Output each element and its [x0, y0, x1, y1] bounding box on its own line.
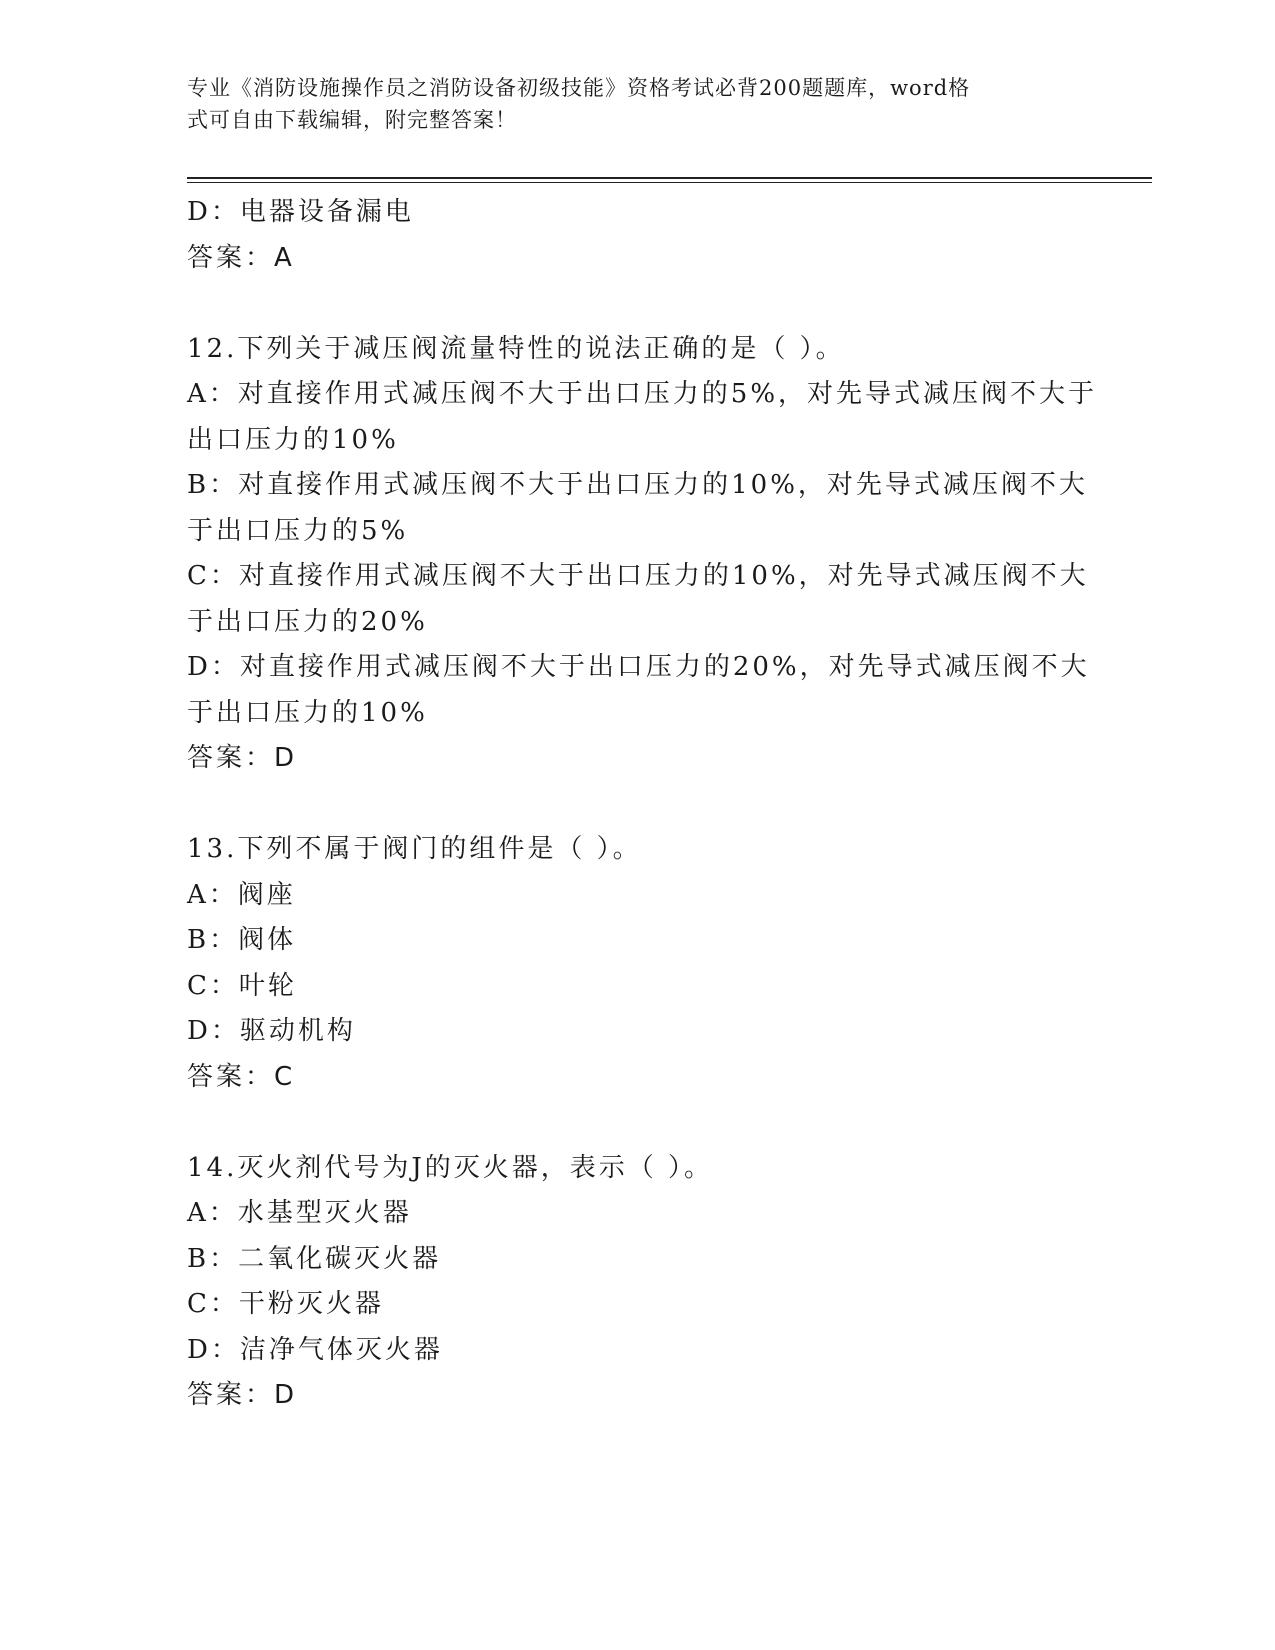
option-b: B：阀体	[187, 925, 297, 955]
option-c: C：对直接作用式减压阀不大于出口压力的10%，对先导式减压阀不大	[187, 561, 1089, 591]
option-c: C：干粉灭火器	[187, 1289, 384, 1319]
option-d: D：对直接作用式减压阀不大于出口压力的20%，对先导式减压阀不大	[187, 652, 1090, 682]
question-text: 13.下列不属于阀门的组件是（ ）。	[187, 834, 642, 864]
spacer	[187, 782, 1107, 828]
question-11-tail	[187, 190, 1107, 281]
question-text: 14.灭火剂代号为J的灭火器，表示（ ）。	[187, 1152, 714, 1183]
header-divider-thick	[187, 177, 1152, 179]
option-a: A：阀座	[187, 879, 296, 910]
question-14	[187, 1146, 1107, 1419]
question-text: 12.下列关于减压阀流量特性的说法正确的是（ ）。	[187, 333, 845, 364]
answer: 答案：A	[187, 242, 295, 273]
option-d-cont: 于出口压力的10%	[187, 697, 428, 728]
option-d: D：洁净气体灭火器	[187, 1334, 443, 1365]
answer: 答案：D	[187, 743, 298, 773]
spacer	[187, 281, 1107, 327]
header-line-2: 式可自由下载编辑，附完整答案！	[187, 108, 517, 132]
option-d: D：驱动机构	[187, 1016, 356, 1046]
option-b: B：二氧化碳灭火器	[187, 1243, 442, 1274]
option-a: A：对直接作用式减压阀不大于出口压力的5%，对先导式减压阀不大于	[187, 379, 1098, 409]
question-12	[187, 327, 1107, 782]
option-b: B：对直接作用式减压阀不大于出口压力的10%，对先导式减压阀不大	[187, 470, 1088, 500]
option-a-cont: 出口压力的10%	[187, 424, 399, 455]
document-body	[187, 190, 1107, 1419]
option-a: A：水基型灭火器	[187, 1198, 412, 1228]
header-divider-thin	[187, 182, 1152, 183]
spacer	[187, 1100, 1107, 1146]
page-header	[187, 72, 1077, 136]
header-line-1: 专业《消防设施操作员之消防设备初级技能》资格考试必背200题题库，word格	[187, 76, 971, 100]
option-c-cont: 于出口压力的20%	[187, 606, 428, 637]
answer: 答案：C	[187, 1061, 296, 1092]
answer: 答案：D	[187, 1380, 298, 1410]
option-d: D：电器设备漏电	[187, 197, 414, 227]
option-b-cont: 于出口压力的5%	[187, 515, 409, 546]
question-13	[187, 827, 1107, 1100]
option-c: C：叶轮	[187, 970, 297, 1001]
